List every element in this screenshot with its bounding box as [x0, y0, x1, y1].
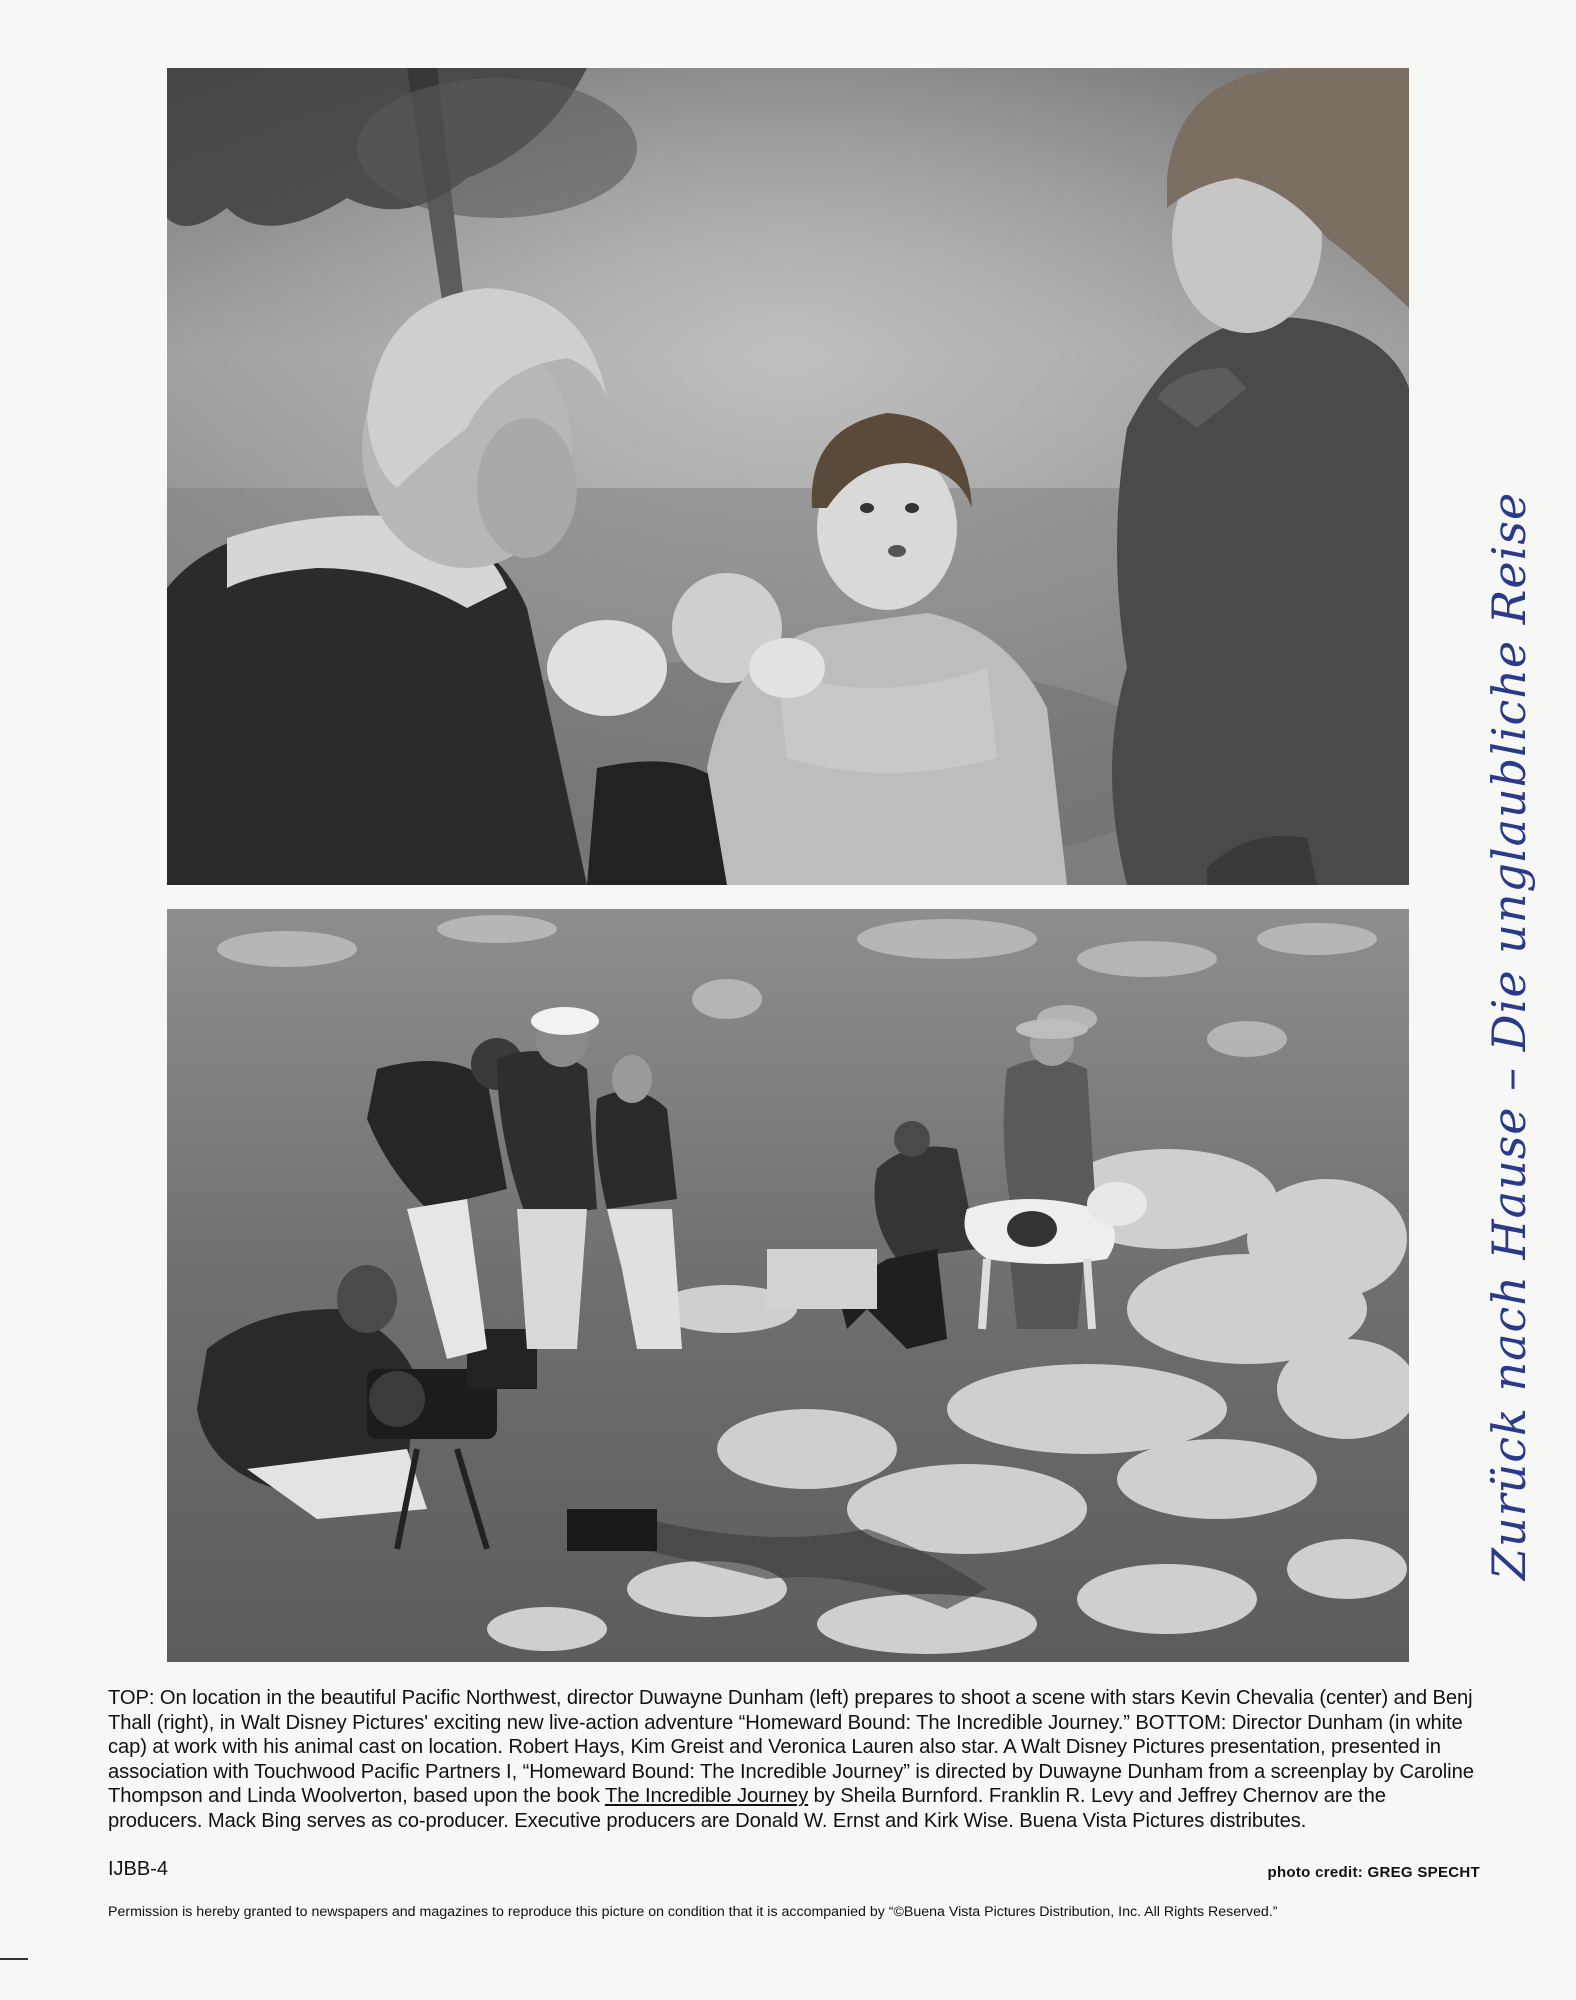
handwritten-note — [1420, 420, 1570, 1610]
book-title: The Incredible Journey — [604, 1785, 809, 1808]
still-code: IJBB-4 — [108, 1858, 169, 1880]
photo-credit: photo credit: GREG SPECHT — [1267, 1864, 1480, 1881]
top-photo-image — [167, 68, 1409, 885]
top-photo — [167, 68, 1409, 885]
caption-text-part1: TOP: On location in the beautiful Pacific Northwest, director Duwayne Dunham (left) prepares to shoot a scene with stars Kevin Chevalia (center) and Benj Thall (right), in Walt Disney Pictures' exciting new live-action adventure “Homeward Bound: The Incredible Journey.” BOTTOM: Director Dunham (in white cap) at work with his animal cast on location. Robert Hays, Kim Greist and Veronica Lauren also star. A Walt Disney Pictures presentation, presented in association with Touchwood Pacific Partners I, “Homeward Bound: The Incredible Journey” is directed by Duwayne Dunham from a screenplay by Caroline Thompson and Linda Woolverton, based upon the book — [108, 1687, 1474, 1808]
photo-caption — [108, 1686, 1480, 1834]
permission-notice: Permission is hereby granted to newspapers and magazines to reproduce this picture on condition that it is accompanied by “©Buena Vista Pictures Distribution, Inc. All Rights Reserved.” — [108, 1904, 1278, 1920]
bottom-photo — [167, 909, 1409, 1662]
bottom-photo-image — [167, 909, 1409, 1662]
handwritten-note-text: Zurück nach Hause – Die unglaubliche Reise — [1482, 491, 1536, 1580]
edge-mark — [0, 1958, 28, 1960]
caption-text-part2: by Sheila Burnford. Franklin R. Levy and Jeffrey Chernov are the producers. Mack Bing serves as co-producer. Executive producers are Donald W. Ernst and Kirk Wise. Buena Vista Pictures distributes. — [108, 1785, 1386, 1832]
handwritten-note-image — [1420, 420, 1570, 1610]
